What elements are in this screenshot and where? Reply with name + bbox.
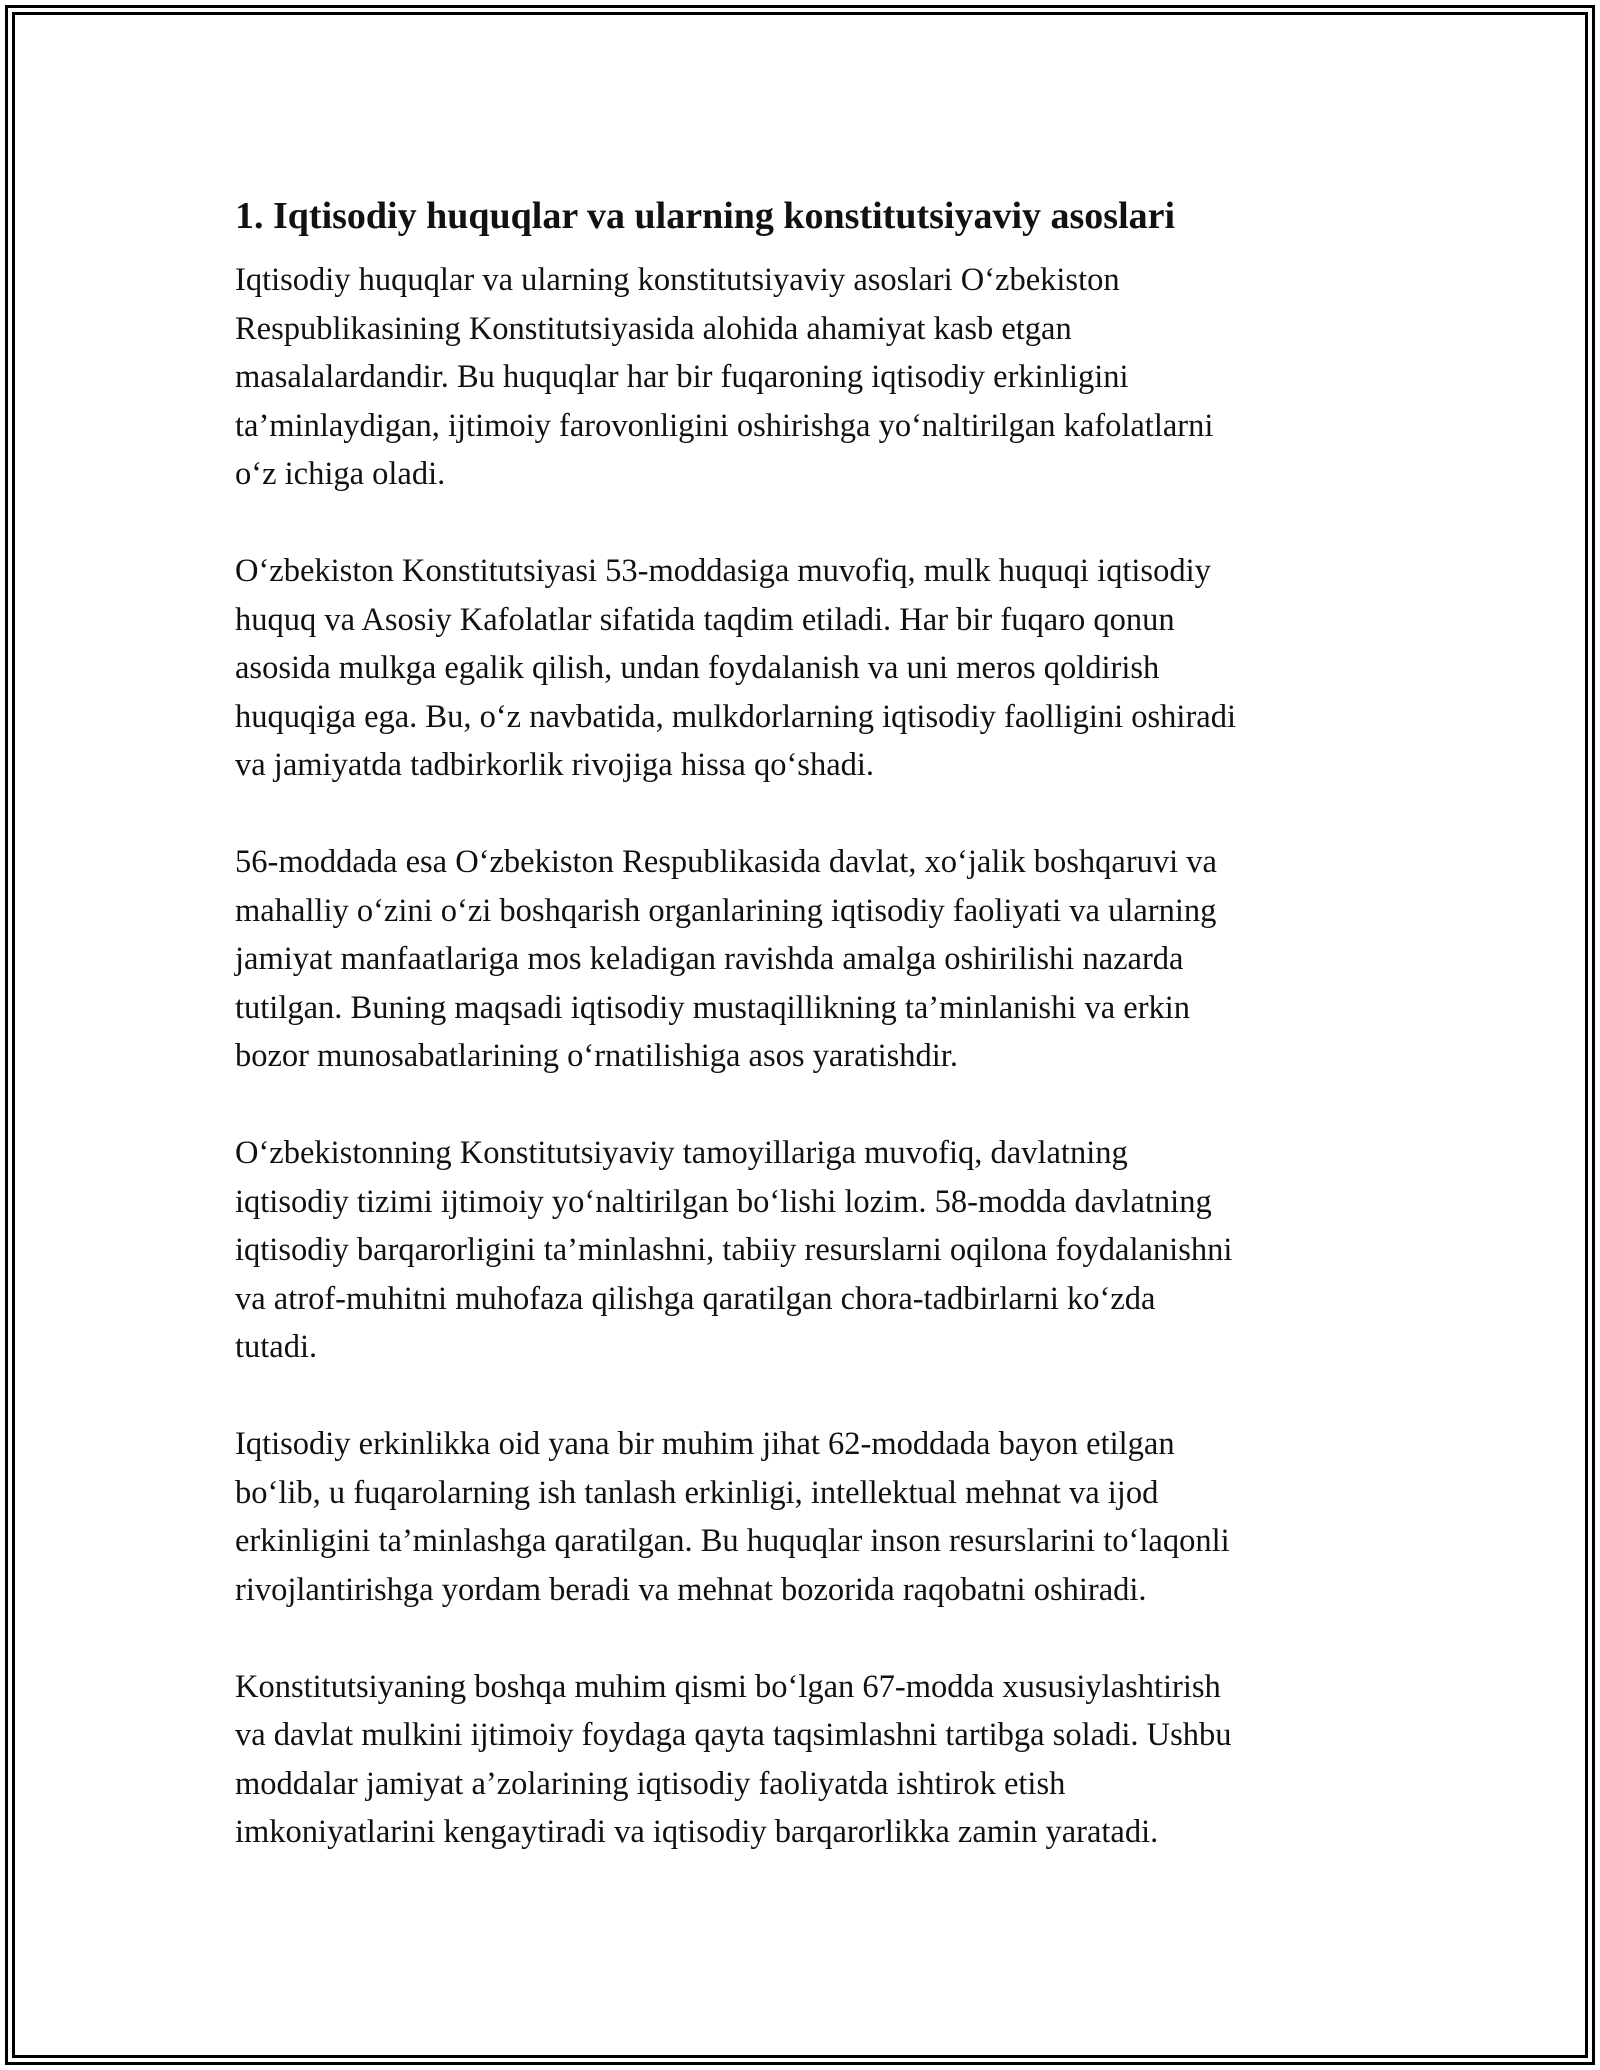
section-heading: 1. Iqtisodiy huquqlar va ularning konstitutsiyaviy asoslari [235, 195, 1176, 237]
text-line: mahalliy o‘zini o‘zi boshqarish organlarining iqtisodiy faoliyati va ularning [235, 892, 1217, 929]
text-line: huquqiga ega. Bu, o‘z navbatida, mulkdorlarning iqtisodiy faolligini oshiradi [235, 698, 1236, 735]
text-line: jamiyat manfaatlariga mos keladigan ravishda amalga oshirilishi nazarda [235, 941, 1184, 977]
text-line: tutilgan. Buning maqsadi iqtisodiy mustaqillikning ta’minlanishi va erkin [235, 989, 1191, 1026]
text-line: 56-moddada esa O‘zbekiston Respublikasida davlat, xo‘jalik boshqaruvi va [235, 844, 1217, 880]
paragraph-1 [235, 256, 1375, 499]
text-line: O‘zbekiston Konstitutsiyasi 53-moddasiga muvofiq, mulk huquqi iqtisodiy [235, 553, 1211, 589]
text-line: Respublikasining Konstitutsiyasida alohida ahamiyat kasb etgan [235, 310, 1072, 347]
paragraph-3 [235, 838, 1375, 1081]
text-line: tutadi. [235, 1329, 318, 1365]
text-line: ta’minlaydigan, ijtimoiy farovonligini oshirishga yo‘naltirilgan kafolatlarni [235, 407, 1214, 444]
text-line: imkoniyatlarini kengaytiradi va iqtisodiy barqarorlikka zamin yaratadi. [235, 1814, 1159, 1850]
paragraph-2 [235, 547, 1375, 790]
document-body [235, 186, 1375, 1905]
text-line: O‘zbekistonning Konstitutsiyaviy tamoyillariga muvofiq, davlatning [235, 1135, 1128, 1171]
text-line: moddalar jamiyat a’zolarining iqtisodiy faoliyatda ishtirok etish [235, 1765, 1066, 1802]
text-line: va jamiyatda tadbirkorlik rivojiga hissa qo‘shadi. [235, 747, 875, 783]
text-line: Iqtisodiy huquqlar va ularning konstitutsiyaviy asoslari O‘zbekiston [235, 262, 1120, 298]
text-line: va atrof-muhitni muhofaza qilishga qaratilgan chora-tadbirlarni ko‘zda [235, 1280, 1156, 1317]
text-line: bo‘lib, u fuqarolarning ish tanlash erkinligi, intellektual mehnat va ijod [235, 1474, 1159, 1511]
text-line: masalalardandir. Bu huquqlar har bir fuqaroning iqtisodiy erkinligini [235, 359, 1129, 395]
text-line: va davlat mulkini ijtimoiy foydaga qayta taqsimlashni tartibga soladi. Ushbu [235, 1717, 1232, 1753]
text-line: bozor munosabatlarining o‘rnatilishiga asos yaratishdir. [235, 1038, 958, 1074]
text-line: rivojlantirishga yordam beradi va mehnat bozorida raqobatni oshiradi. [235, 1571, 1147, 1608]
text-line: o‘z ichiga oladi. [235, 456, 446, 492]
text-line: erkinligini ta’minlashga qaratilgan. Bu huquqlar inson resurslarini to‘laqonli [235, 1523, 1230, 1559]
text-line: Iqtisodiy erkinlikka oid yana bir muhim jihat 62-moddada bayon etilgan [235, 1426, 1175, 1462]
paragraph-4 [235, 1129, 1375, 1372]
text-line: iqtisodiy barqarorligini ta’minlashni, tabiiy resurslarni oqilona foydalanishni [235, 1232, 1233, 1268]
text-line: asosida mulkga egalik qilish, undan foydalanish va uni meros qoldirish [235, 650, 1160, 686]
text-line: iqtisodiy tizimi ijtimoiy yo‘naltirilgan bo‘lishi lozim. 58-modda davlatning [235, 1183, 1212, 1220]
text-line: Konstitutsiyaning boshqa muhim qismi bo‘lgan 67-modda xususiylashtirish [235, 1668, 1221, 1705]
text-line: huquq va Asosiy Kafolatlar sifatida taqdim etiladi. Har bir fuqaro qonun [235, 601, 1175, 638]
paragraph-5 [235, 1420, 1375, 1614]
paragraph-6 [235, 1663, 1375, 1857]
